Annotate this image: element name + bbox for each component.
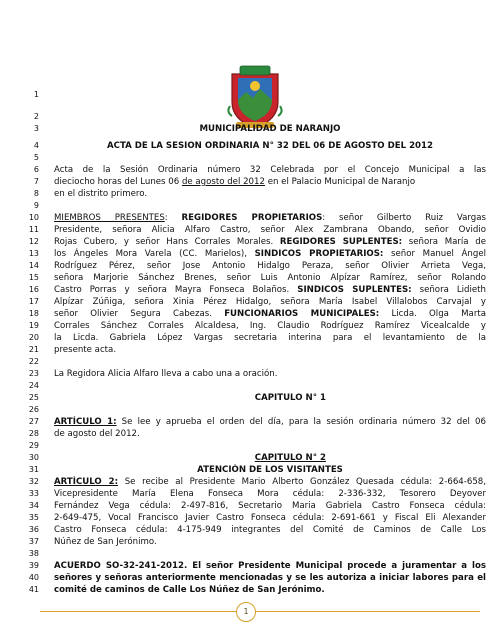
line-17 [18,296,486,308]
line-41 [18,584,486,596]
article-text: Se recibe al Presidente Mario Alberto González Quesada cédula: 2-664-658, [118,477,486,487]
line-number: 9 [33,201,39,210]
line-8 [18,188,486,200]
intro-line [54,176,486,188]
acta-title: ACTA DE LA SESION ORDINARIA N° 32 DEL 06 DE AGOSTO DEL 2012 [107,141,433,151]
line-number: 28 [28,429,39,438]
line-number: 4 [33,141,39,150]
line-number: 13 [28,249,39,258]
line-27 [18,416,486,428]
line-number: 27 [28,417,39,426]
line-21 [18,344,486,356]
line-number: 8 [33,189,39,198]
members-text: Licda. Olga Marta [379,309,486,319]
members-line [54,284,486,296]
line-number: 36 [28,525,39,534]
line-12 [18,236,486,248]
line-19 [18,320,486,332]
line-5 [18,152,486,164]
line-number: 5 [33,153,39,162]
article-2-line: Vicepresidente María Elena Fonseca Mora cédula: 2-336-332, Tesorero Deyover [54,489,486,499]
line-33 [18,488,486,500]
line-number: 40 [28,573,39,582]
line-number: 23 [28,369,39,378]
line-number: 14 [28,261,39,270]
members-line: Alpízar Zúñiga, señora Xinia Pérez Hidalgo, señora María Isabel Villalobos Carvajal y [54,297,486,307]
line-6 [18,164,486,176]
chapter-2-subheading: ATENCIÓN DE LOS VISITANTES [197,465,343,475]
acuerdo-line: ACUERDO SO-32-241-2012. El señor Presidente Municipal procede a juramentar a los [54,561,486,571]
line-22 [18,356,486,368]
line-number: 26 [28,405,39,414]
sindicos-suplentes-label: SINDICOS SUPLENTES: [297,285,412,295]
line-number: 11 [28,225,39,234]
line-number: 41 [28,585,39,594]
sindicos-propietarios-label: SINDICOS PROPIETARIOS: [254,249,384,259]
line-number: 38 [28,549,39,558]
members-line: la Licda. Gabriela López Vargas secretaria interina para el levantamiento de la [54,333,486,343]
line-number: 17 [28,297,39,306]
article-2-line: Núñez de San Jerónimo. [54,537,157,547]
members-line [54,212,486,224]
line-40 [18,572,486,584]
line-number: 7 [33,177,39,186]
line-number: 3 [33,124,39,133]
line-number: 12 [28,237,39,246]
line-4 [18,140,486,152]
line-14 [18,260,486,272]
line-25 [18,392,486,404]
line-number: 21 [28,345,39,354]
line-16 [18,284,486,296]
members-label: MIEMBROS PRESENTES [54,213,165,223]
line-39 [18,560,486,572]
article-2-line: 2-649-475, Vocal Francisco Javier Castro Fonseca cédula: 2-691-661 y Fiscal Eli Alexander [54,513,486,523]
line-number: 35 [28,513,39,522]
line-23 [18,368,486,380]
line-number: 19 [28,321,39,330]
line-number: 39 [28,561,39,570]
session-date: de agosto del 2012 [181,177,265,187]
line-number: 30 [28,453,39,462]
line-35 [18,512,486,524]
chapter-1-heading: CAPITULO N° 1 [254,393,326,403]
article-1-line: de agosto del 2012. [54,429,140,439]
regidores-suplentes-label: REGIDORES SUPLENTES: [279,237,403,247]
line-number: 25 [28,393,39,402]
line-number: 24 [28,381,39,390]
line-13 [18,248,486,260]
line-15 [18,272,486,284]
line-20 [18,332,486,344]
line-26 [18,404,486,416]
line-3 [18,123,486,135]
line-37 [18,536,486,548]
line-number: 22 [28,357,39,366]
line-30 [18,452,486,464]
funcionarios-municipales-label: FUNCIONARIOS MUNICIPALES: [224,309,380,319]
footer-rule [40,611,480,612]
members-text: señor Olivier Segura Cabezas. [54,309,225,319]
article-2-line [54,476,486,488]
intro-line: en el distrito primero. [54,189,148,199]
members-text: Castro Porras y señora Mayra Fonseca Bolaños. [54,285,298,295]
members-text: : señor Gilberto Ruiz Vargas [322,213,486,223]
line-1 [18,89,486,101]
members-line: Presidente, señora Alicia Alfaro Castro, señor Alex Zambrana Obando, señor Ovidio [54,225,486,235]
article-2-label: ARTÍCULO 2: [54,477,119,487]
line-number: 33 [28,489,39,498]
line-11 [18,224,486,236]
line-number: 16 [28,285,39,294]
line-9 [18,200,486,212]
line-32 [18,476,486,488]
members-line [54,248,486,260]
acuerdo-line: comité de caminos de Calle Los Núñez de San Jerónimo. [54,585,325,595]
article-1-label: ARTÍCULO 1: [54,417,117,427]
intro-line: Acta de la Sesión Ordinaria número 32 Celebrada por el Concejo Municipal a las [54,165,486,175]
article-2-line: Castro Fonseca cédula: 4-175-949 integrantes del Comité de Caminos de Calle Los [54,525,486,535]
acuerdo-line: señores y señoras anteriormente mencionadas y se les autoriza a iniciar labores para el [54,573,486,583]
line-28 [18,428,486,440]
members-line: Rodríguez Pérez, señor Jose Antonio Hidalgo Peraza, señor Olivier Arrieta Vega, [54,261,486,271]
members-text: Rojas Cubero, y señor Hans Corrales Morales. [54,237,280,247]
line-7 [18,176,486,188]
members-line: Corrales Sánchez Corrales Alcaldesa, Ing. Claudio Rodríguez Ramírez Vicealcalde y [54,321,486,331]
line-number: 34 [28,501,39,510]
intro-text: dieciocho horas del Lunes 06 [54,177,182,187]
members-line [54,308,486,320]
line-34 [18,500,486,512]
line-number: 37 [28,537,39,546]
intro-text: en el Palacio Municipal de Naranjo [264,177,416,187]
line-36 [18,524,486,536]
line-29 [18,440,486,452]
article-2-line: Fernández Vega cédula: 2-497-816, Secretario Maria Gabriela Castro Fonseca cédula: [54,501,486,511]
line-number: 1 [33,90,39,99]
prayer-line: La Regidora Alicia Alfaro lleva a cabo una a oración. [54,369,278,379]
members-text: : [164,213,182,223]
regidores-propietarios-label: REGIDORES PROPIETARIOS [181,213,323,223]
line-number: 20 [28,333,39,342]
chapter-2-heading: CAPITULO N° 2 [254,453,326,463]
members-text: señora Lidieth [411,285,486,295]
line-18 [18,308,486,320]
article-text: Se lee y aprueba el orden del día, para la sesión ordinaria número 32 del 06 [116,417,486,427]
line-24 [18,380,486,392]
line-number: 10 [28,213,39,222]
article-1-line [54,416,486,428]
line-number: 2 [33,112,39,121]
line-number: 15 [28,273,39,282]
members-line: presente acta. [54,345,117,355]
line-10 [18,212,486,224]
members-text: señora María de [402,237,486,247]
line-31 [18,464,486,476]
line-number: 32 [28,477,39,486]
members-text: los Ángeles Mora Varela (CC. Marielos), [54,249,255,259]
line-number: 31 [28,465,39,474]
members-line: señora Marjorie Sánchez Brenes, señor Luis Antonio Alpízar Ramírez, señor Rolando [54,273,486,283]
line-number: 18 [28,309,39,318]
document-title: MUNICIPALIDAD DE NARANJO [199,124,341,134]
line-number: 29 [28,441,39,450]
line-39-wrapper [18,548,486,560]
line-2 [18,111,486,123]
line-number: 6 [33,165,39,174]
page-number-badge: 1 [236,602,256,622]
members-text: señor Manuel Ángel [383,249,486,259]
members-line [54,236,486,248]
